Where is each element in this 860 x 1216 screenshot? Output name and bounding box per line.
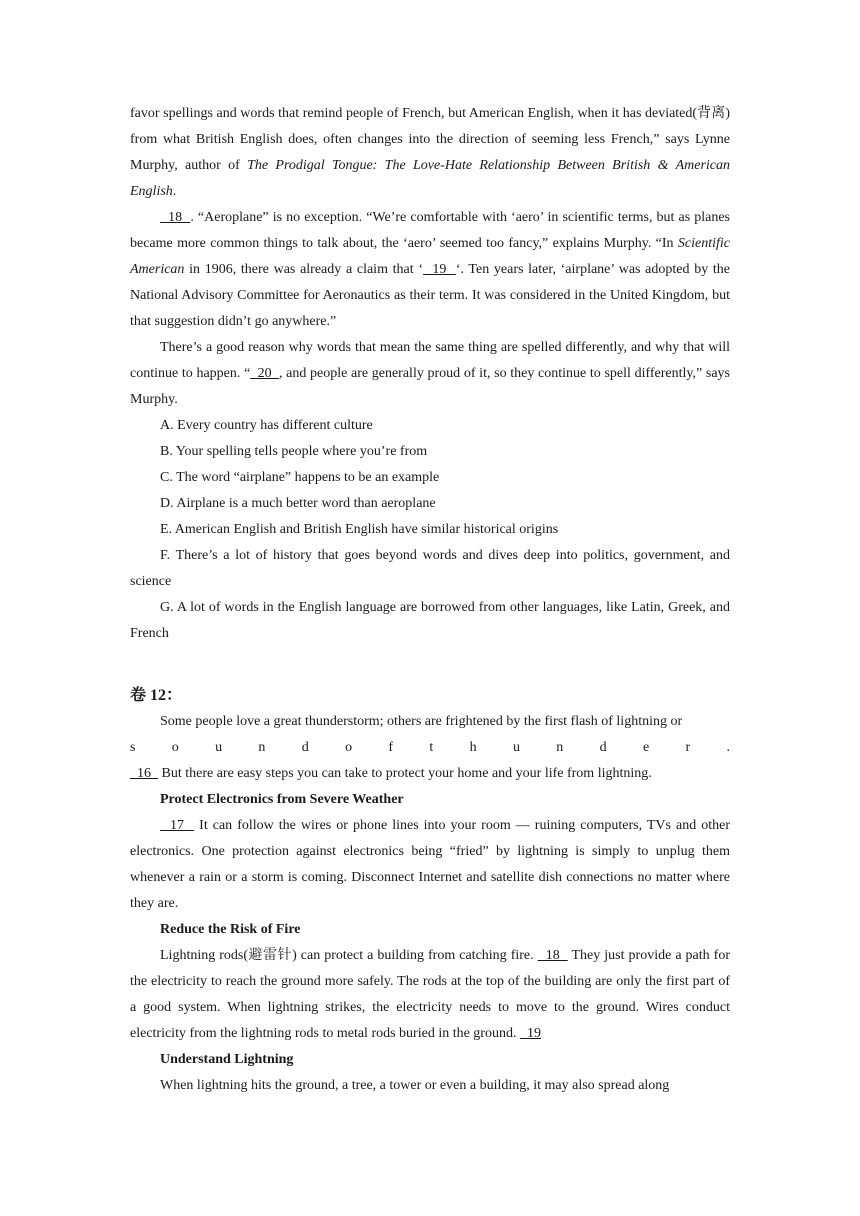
option-a: A. Every country has different culture: [160, 418, 373, 433]
text: ‘. Ten years later, ‘airplane’ was adopted by the National Advisory Committee for Aeronautics as their term. It was considered in the United Kingdom, but that suggestion didn’t go anywhere.”: [130, 262, 730, 329]
option-b: B. Your spelling tells people where you’re from: [160, 444, 428, 459]
option-c: C. The word “airplane” happens to be an example: [160, 470, 440, 485]
text: . “Aeroplane” is no exception. “We’re comfortable with ‘aero’ in scientific terms, but as planes became more common things to talk about, the ‘aero’ seemed too fancy,” explains Murphy. “In: [130, 210, 731, 251]
book-title: The Prodigal Tongue: The Love-Hate Relationship Between British & American English: [130, 158, 730, 199]
option-g: G. A lot of words in the English language are borrowed from other languages, like Latin, Greek, and French: [130, 600, 730, 641]
subheading: [130, 787, 730, 813]
option-d: D. Airplane is a much better word than aeroplane: [160, 496, 436, 511]
subheading: [130, 1047, 730, 1073]
text: It can follow the wires or phone lines into your room — ruining computers, TVs and other electronics. One protection against electronics being “fried” by lightning is simply to unplug them whenever a rain or a storm is coming. Disconnect Internet and satellite dish connections no matter where they are.: [130, 818, 730, 911]
paragraph: [130, 943, 730, 1047]
option-f: F. There’s a lot of history that goes beyond words and dives deep into politics, government, and science: [130, 548, 730, 589]
blank-20: 20: [250, 366, 279, 381]
paragraph: Some people love a great thunderstorm; others are frightened by the first flash of lightning or: [160, 714, 683, 729]
document-body: [130, 101, 730, 1099]
text: in 1906, there was already a claim that ‘: [184, 262, 424, 277]
text: But there are easy steps you can take to protect your home and your life from lightning.: [158, 766, 652, 781]
blank-19: 19: [423, 262, 456, 277]
paragraph: [130, 101, 730, 205]
text: .: [172, 184, 177, 199]
blank-19b: 19: [519, 1026, 541, 1041]
option-e: E. American English and British English have similar historical origins: [160, 522, 559, 537]
paragraph: [130, 205, 730, 335]
blank-18: 18: [160, 210, 191, 225]
magazine-title: Scientific American: [130, 236, 730, 277]
text: , and people are generally proud of it, so they continue to spell differently,” says Murphy.: [130, 366, 730, 407]
text: There’s a good reason why words that mean the same thing are spelled differently, and why that will continue to happen. “: [130, 340, 730, 381]
subheading: [130, 917, 730, 943]
subheading-text: Reduce the Risk of Fire: [160, 922, 301, 937]
paragraph: [130, 813, 730, 917]
paragraph: [130, 335, 730, 413]
paragraph: [130, 761, 730, 787]
text: favor spellings and words that remind people of French, but American English, when it has deviated(背离) from what British English does, often changes into the direction of seeming less French,” says Lynne Murphy, author of: [130, 106, 730, 173]
spaced-line: s o u n d o f t h u n d e r .: [130, 740, 730, 755]
subheading-text: Protect Electronics from Severe Weather: [160, 792, 404, 807]
text: They just provide a path for the electricity to reach the ground more safely. The rods at the top of the building are only the first part of a good system. When lightning strikes, the electricity needs to move to the ground. Wires conduct electricity from the lightning rods to metal rods buried in the ground.: [130, 948, 730, 1041]
blank-16: 16: [130, 766, 158, 781]
subheading-text: Understand Lightning: [160, 1052, 294, 1067]
blank-17: 17: [160, 818, 195, 833]
section-header: 卷 12：: [130, 687, 183, 704]
text: Lightning rods(避雷针) can protect a building from catching fire.: [160, 948, 538, 963]
blank-18b: 18: [537, 948, 568, 963]
paragraph: When lightning hits the ground, a tree, a tower or even a building, it may also spread along: [160, 1078, 670, 1093]
